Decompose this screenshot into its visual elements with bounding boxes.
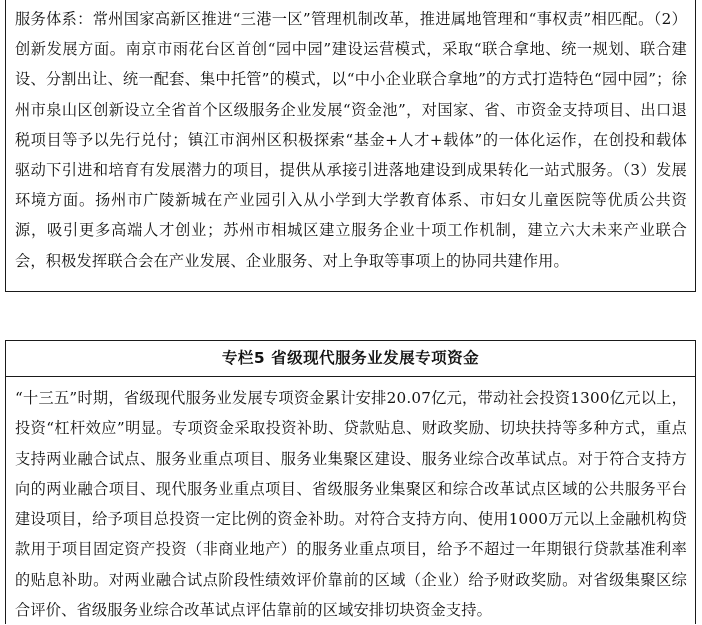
sidebar-column-box xyxy=(5,340,696,624)
sidebar-column-body xyxy=(6,377,695,625)
top-paragraph: 服务体系：常州国家高新区推进“三港一区”管理机制改革，推进属地管理和“事权责”相匹配。（2）创新发展方面。南京市雨花台区首创“园中园”建设运营模式，采取“联合拿地、统一规划、联合建设、分割出让、统一配套、集中托管”的模式，以“中小企业联合拿地”的方式打造特色“园中园”；徐州市泉山区创新设立全省首个区级服务企业发展“资金池”，对国家、省、市资金支持项目、出口退税项目等予以先行兑付；镇江市润州区积极探索“基金+人才+载体”的一体化运作，在创投和载体驱动下引进和培育有发展潜力的项目，提供从承接引进落地建设到成果转化一站式服务。（3）发展环境方面。扬州市广陵新城在产业园引入从小学到大学教育体系、市妇女儿童医院等优质公共资源，吸引更多高端人才创业；苏州市相城区建立服务企业十项工作机制，建立六大未来产业联合会，积极发挥联合会在产业发展、企业服务、对上争取等事项上的协同共建作用。 xyxy=(15,10,687,270)
sidebar-column-title: 专栏5 省级现代服务业发展专项资金 xyxy=(6,341,695,377)
top-text-box xyxy=(5,0,696,292)
sidebar-paragraph: “十三五”时期，省级现代服务业发展专项资金累计安排20.07亿元，带动社会投资1300亿元以上，投资“杠杆效应”明显。专项资金采取投资补助、贷款贴息、财政奖励、切块扶持等多种方式，重点支持两业融合试点、服务业重点项目、服务业集聚区建设、服务业综合改革试点。对于符合支持方向的两业融合项目、现代服务业重点项目、省级服务业集聚区和综合改革试点区域的公共服务平台建设项目，给予项目总投资一定比例的资金补助。对符合支持方向、使用1000万元以上金融机构贷款用于项目固定资产投资（非商业地产）的服务业重点项目，给予不超过一年期银行贷款基准利率的贴息补助。对两业融合试点阶段性绩效评价靠前的区域（企业）给予财政奖励。对省级集聚区综合评价、省级服务业综合改革试点评估靠前的区域安排切块资金支持。 xyxy=(15,389,687,620)
